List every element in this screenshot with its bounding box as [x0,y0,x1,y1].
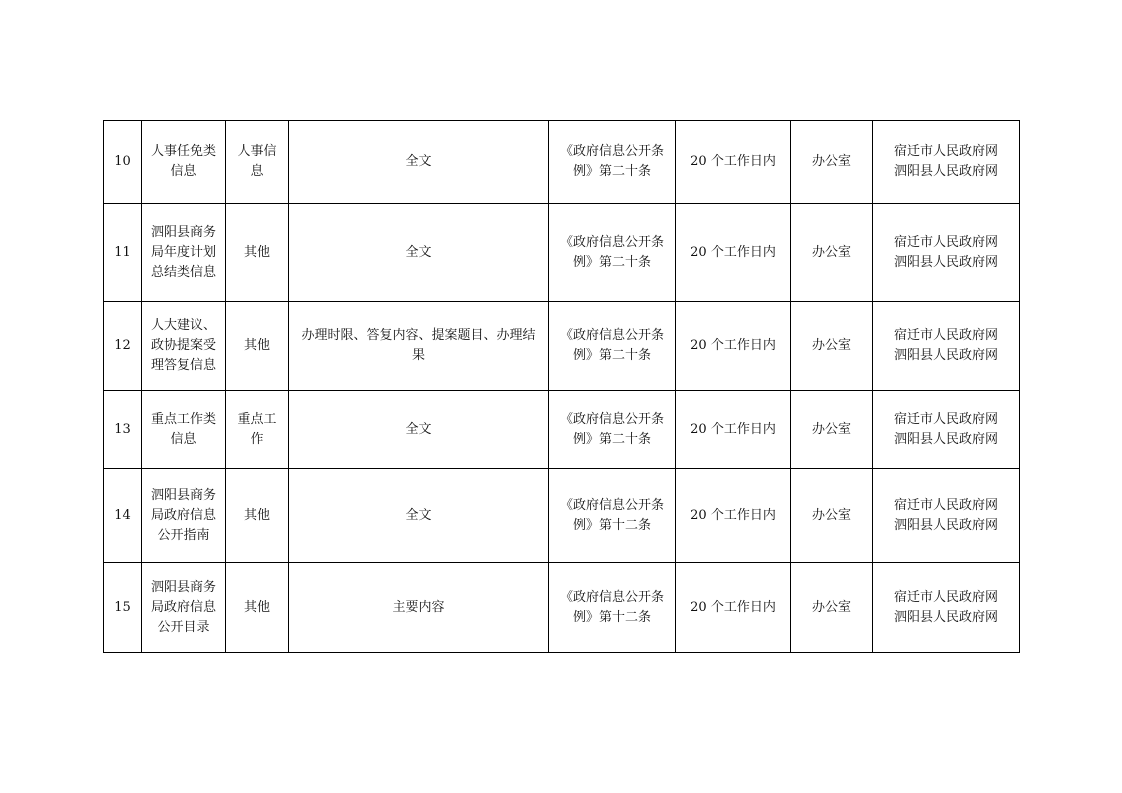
table-row [104,121,1020,204]
cell-line: 宿迁市人民政府网 [893,234,998,250]
cell-line: 其他 [243,244,270,260]
info-category-cell [226,204,289,302]
cell-line: 《政府信息公开条 [559,589,664,605]
row-number-text: 13 [114,421,131,437]
row-number-cell [104,563,142,653]
cell-line: 泗阳县人民政府网 [893,348,998,363]
responsible-dept-cell [791,391,873,469]
info-name-cell [142,121,226,204]
disclosure-channel-text [894,496,998,536]
cell-line: 主要内容 [392,599,445,615]
responsible-dept-text: 办公室 [811,599,851,615]
cell-line: 宿迁市人民政府网 [893,497,998,513]
disclosure-content-cell [289,302,549,391]
disclosure-content-text [405,420,431,440]
disclosure-content-text [392,598,444,618]
legal-basis-cell [549,391,676,469]
cell-line: 宿迁市人民政府网 [893,144,998,159]
disclosure-channel-cell [873,302,1020,391]
info-name-cell [142,302,226,391]
disclosure-channel-cell [873,469,1020,563]
responsible-dept-cell [791,121,873,204]
table-body [104,121,1020,653]
disclosure-content-cell [289,563,549,653]
cell-line: 泗阳县商务 [150,579,216,595]
row-number-cell [104,469,142,563]
legal-basis-text [560,410,664,450]
cell-line: 其他 [243,338,270,353]
cell-line: 公开目录 [157,619,210,635]
legal-basis-text [560,588,664,628]
cell-line: 总结类信息 [150,264,216,280]
responsible-dept-cell [791,563,873,653]
responsible-dept-text: 办公室 [811,421,851,437]
cell-line: 理答复信息 [150,358,216,373]
disclosure-channel-text [894,326,998,366]
table-row [104,302,1020,391]
cell-line: 泗阳县人民政府网 [893,164,998,179]
disclosure-content-cell [289,204,549,302]
cell-line: 泗阳县人民政府网 [893,254,998,270]
disclosure-deadline-cell [676,563,791,653]
disclosure-content-cell [289,469,549,563]
cell-line: 例》第二十条 [572,164,651,179]
disclosure-channel-cell [873,204,1020,302]
info-name-cell [142,391,226,469]
cell-line: 《政府信息公开条 [559,328,664,343]
cell-line: 重点工作类 [150,411,216,427]
cell-line: 泗阳县人民政府网 [893,609,998,625]
responsible-dept-text: 办公室 [811,338,851,353]
disclosure-channel-text [894,233,998,273]
row-number-cell [104,391,142,469]
info-category-cell [226,302,289,391]
row-number-text: 15 [114,599,131,615]
cell-line: 局政府信息 [150,599,216,615]
table-row [104,563,1020,653]
cell-line: 泗阳县人民政府网 [893,517,998,533]
legal-basis-text [560,142,664,182]
disclosure-channel-text [894,410,998,450]
legal-basis-cell [549,121,676,204]
legal-basis-cell [549,204,676,302]
responsible-dept-cell [791,204,873,302]
cell-line: 信息 [170,431,197,447]
disclosure-deadline-cell [676,302,791,391]
cell-line: 重点工 [237,411,277,427]
cell-line: 《政府信息公开条 [559,144,664,159]
disclosure-deadline-text: 20 个工作日内 [690,421,776,437]
disclosure-deadline-cell [676,204,791,302]
cell-line: 其他 [243,507,270,523]
info-category-text [237,142,276,182]
info-name-cell [142,469,226,563]
info-category-cell [226,121,289,204]
info-name-text [151,223,216,283]
info-name-text [151,316,216,376]
disclosure-deadline-cell [676,391,791,469]
disclosure-channel-cell [873,391,1020,469]
cell-line: 公开指南 [157,527,210,543]
cell-line: 例》第二十条 [572,254,651,270]
cell-line: 作 [250,431,264,447]
disclosure-content-text [405,506,431,526]
cell-line: 例》第二十条 [572,431,651,447]
legal-basis-text [560,233,664,273]
cell-line: 宿迁市人民政府网 [893,411,998,427]
info-category-cell [226,469,289,563]
cell-line: 人大建议、 [150,318,216,333]
cell-line: 其他 [243,599,270,615]
info-category-text [244,243,270,263]
legal-basis-text [560,496,664,536]
table-row [104,469,1020,563]
cell-line: 人事任免类 [150,144,216,159]
table-row [104,204,1020,302]
responsible-dept-cell [791,302,873,391]
legal-basis-cell [549,563,676,653]
row-number-cell [104,121,142,204]
disclosure-catalog-table [103,120,1020,653]
cell-line: 全文 [405,507,432,523]
table-row [104,391,1020,469]
info-name-cell [142,563,226,653]
legal-basis-cell [549,469,676,563]
info-category-text [244,336,270,356]
responsible-dept-cell [791,469,873,563]
cell-line: 宿迁市人民政府网 [893,589,998,605]
cell-line: 泗阳县人民政府网 [893,431,998,447]
cell-line: 《政府信息公开条 [559,234,664,250]
disclosure-channel-text [894,142,998,182]
disclosure-deadline-text: 20 个工作日内 [690,599,776,615]
cell-line: 人事信 [237,144,277,159]
disclosure-deadline-text: 20 个工作日内 [690,338,776,353]
info-name-text [151,142,216,182]
cell-line: 局年度计划 [150,244,216,260]
disclosure-channel-cell [873,563,1020,653]
info-category-cell [226,563,289,653]
cell-line: 例》第十二条 [572,517,651,533]
disclosure-content-text [301,326,535,366]
info-name-text [151,410,216,450]
info-name-cell [142,204,226,302]
legal-basis-text [560,326,664,366]
row-number-text: 10 [114,154,131,169]
cell-line: 局政府信息 [150,507,216,523]
cell-line: 宿迁市人民政府网 [893,328,998,343]
row-number-text: 14 [114,507,131,523]
responsible-dept-text: 办公室 [811,154,851,169]
disclosure-channel-cell [873,121,1020,204]
row-number-text: 12 [114,338,131,353]
row-number-cell [104,204,142,302]
row-number-cell [104,302,142,391]
cell-line: 信息 [170,164,197,179]
cell-line: 办理时限、答复内容、提案题目、办理结 [301,328,536,343]
disclosure-content-text [405,152,431,172]
cell-line: 全文 [405,421,432,437]
cell-line: 全文 [405,154,432,169]
cell-line: 息 [250,164,264,179]
cell-line: 政协提案受 [150,338,216,353]
disclosure-content-text [405,243,431,263]
cell-line: 《政府信息公开条 [559,497,664,513]
disclosure-deadline-text: 20 个工作日内 [690,154,776,169]
responsible-dept-text: 办公室 [811,244,851,260]
row-number-text: 11 [114,244,131,260]
cell-line: 泗阳县商务 [150,487,216,503]
disclosure-deadline-text: 20 个工作日内 [690,507,776,523]
cell-line: 泗阳县商务 [150,224,216,240]
info-category-text [237,410,276,450]
cell-line: 全文 [405,244,432,260]
info-category-text [244,506,270,526]
cell-line: 例》第二十条 [572,348,651,363]
disclosure-deadline-cell [676,121,791,204]
disclosure-deadline-text: 20 个工作日内 [690,244,776,260]
disclosure-deadline-cell [676,469,791,563]
legal-basis-cell [549,302,676,391]
cell-line: 《政府信息公开条 [559,411,664,427]
info-name-text [151,486,216,546]
cell-line: 果 [411,348,425,363]
disclosure-content-cell [289,121,549,204]
cell-line: 例》第十二条 [572,609,651,625]
info-name-text [151,578,216,638]
info-category-cell [226,391,289,469]
info-category-text [244,598,270,618]
responsible-dept-text: 办公室 [811,507,851,523]
disclosure-content-cell [289,391,549,469]
disclosure-channel-text [894,588,998,628]
